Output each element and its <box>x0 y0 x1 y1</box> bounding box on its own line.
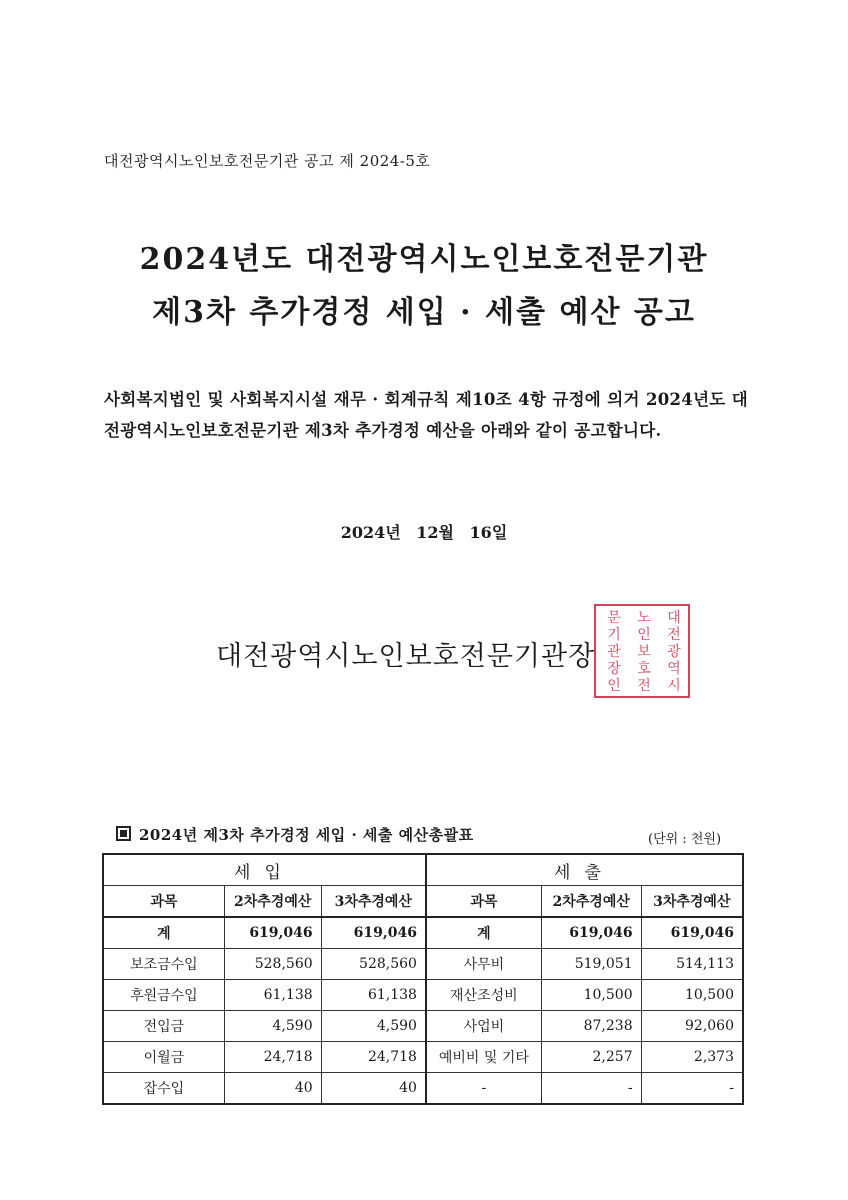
official-seal-icon <box>592 602 692 700</box>
rev-subject: 이월금 <box>103 1042 224 1073</box>
rev-subject: 계 <box>103 917 224 949</box>
rev-2nd-value: 24,718 <box>224 1042 321 1073</box>
rev-2nd-header: 2차추경예산 <box>224 886 321 918</box>
notice-number: 대전광역시노인보호전문기관 공고 제 2024-5호 <box>104 152 431 170</box>
rev-3rd-value: 4,590 <box>321 1011 426 1042</box>
issuer-name: 대전광역시노인보호전문기관장 <box>216 641 596 672</box>
seal-glyph: 인 <box>637 627 651 643</box>
notice-date: 2024년 12월 16일 <box>340 523 508 542</box>
exp-3rd-header: 3차추경예산 <box>641 886 743 918</box>
exp-3rd-value: 619,046 <box>641 917 743 949</box>
seal-glyph: 문 <box>607 610 621 626</box>
body-text: 사회복지법인 및 사회복지시설 재무 · 회계규칙 제10조 4항 규정에 의거 2024년도 대전광역시노인보호전문기관 제3차 추가경정 예산을 아래와 같이 공고합니다. <box>104 390 748 440</box>
budget-summary-table <box>102 853 744 1105</box>
square-bullet-icon <box>116 826 131 841</box>
expense-header: 세출 <box>426 854 743 886</box>
exp-3rd-value: 10,500 <box>641 980 743 1011</box>
table-heading-text: 2024년 제3차 추가경정 세입 · 세출 예산총괄표 <box>139 826 474 844</box>
revenue-header: 세입 <box>103 854 426 886</box>
exp-subject: 사무비 <box>426 949 541 980</box>
rev-3rd-value: 61,138 <box>321 980 426 1011</box>
exp-3rd-value: 514,113 <box>641 949 743 980</box>
table-row <box>103 1042 743 1073</box>
exp-subject: 사업비 <box>426 1011 541 1042</box>
seal-glyph: 전 <box>667 627 681 643</box>
rev-subject: 보조금수입 <box>103 949 224 980</box>
exp-2nd-value: 10,500 <box>541 980 641 1011</box>
rev-2nd-value: 528,560 <box>224 949 321 980</box>
exp-subject: - <box>426 1073 541 1105</box>
seal-glyph: 전 <box>637 678 651 694</box>
rev-2nd-value: 4,590 <box>224 1011 321 1042</box>
seal-glyph: 인 <box>607 678 621 694</box>
rev-3rd-value: 619,046 <box>321 917 426 949</box>
exp-subject-header: 과목 <box>426 886 541 918</box>
exp-2nd-value: - <box>541 1073 641 1105</box>
exp-subject: 재산조성비 <box>426 980 541 1011</box>
rev-3rd-value: 24,718 <box>321 1042 426 1073</box>
table-heading <box>116 824 474 845</box>
seal-glyph: 호 <box>637 661 651 677</box>
table-column-header-row <box>103 886 743 918</box>
seal-glyph: 시 <box>667 678 681 694</box>
rev-subject: 잡수입 <box>103 1073 224 1105</box>
seal-glyph: 장 <box>607 661 621 677</box>
table-row <box>103 1011 743 1042</box>
rev-subject-header: 과목 <box>103 886 224 918</box>
title-line-1: 2024년도 대전광역시노인보호전문기관 <box>139 242 709 277</box>
exp-3rd-value: - <box>641 1073 743 1105</box>
rev-3rd-header: 3차추경예산 <box>321 886 426 918</box>
table-row-total <box>103 917 743 949</box>
seal-glyph: 보 <box>637 644 651 660</box>
unit-label: (단위 : 천원) <box>648 832 722 847</box>
seal-glyph: 관 <box>607 644 621 660</box>
seal-glyph: 노 <box>637 610 651 626</box>
title-line-2: 제3차 추가경정 세입 · 세출 예산 공고 <box>152 295 696 330</box>
exp-2nd-value: 619,046 <box>541 917 641 949</box>
table-group-header-row <box>103 854 743 886</box>
seal-glyph: 기 <box>607 627 621 643</box>
table-row <box>103 980 743 1011</box>
rev-2nd-value: 619,046 <box>224 917 321 949</box>
rev-3rd-value: 528,560 <box>321 949 426 980</box>
seal-glyph: 대 <box>667 610 681 626</box>
exp-2nd-value: 519,051 <box>541 949 641 980</box>
table-row <box>103 949 743 980</box>
rev-subject: 후원금수입 <box>103 980 224 1011</box>
exp-subject: 예비비 및 기타 <box>426 1042 541 1073</box>
seal-glyph: 광 <box>667 644 681 660</box>
exp-2nd-header: 2차추경예산 <box>541 886 641 918</box>
table-row <box>103 1073 743 1105</box>
rev-subject: 전입금 <box>103 1011 224 1042</box>
exp-subject: 계 <box>426 917 541 949</box>
rev-3rd-value: 40 <box>321 1073 426 1105</box>
exp-3rd-value: 2,373 <box>641 1042 743 1073</box>
exp-2nd-value: 87,238 <box>541 1011 641 1042</box>
seal-glyph: 역 <box>667 661 681 677</box>
rev-2nd-value: 61,138 <box>224 980 321 1011</box>
exp-2nd-value: 2,257 <box>541 1042 641 1073</box>
exp-3rd-value: 92,060 <box>641 1011 743 1042</box>
rev-2nd-value: 40 <box>224 1073 321 1105</box>
